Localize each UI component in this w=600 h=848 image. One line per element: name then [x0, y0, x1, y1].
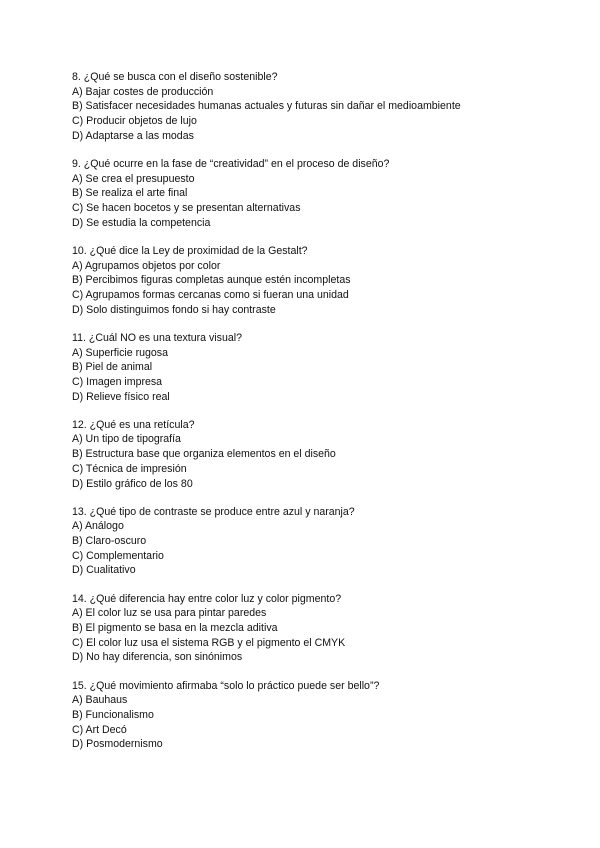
answer-option: C) Complementario	[72, 549, 164, 562]
question-prompt: 11. ¿Cuál NO es una textura visual?	[72, 331, 242, 344]
answer-option: C) Imagen impresa	[72, 375, 163, 388]
answer-option: D) Cualitativo	[72, 564, 136, 577]
answer-option: B) Se realiza el arte final	[72, 187, 188, 200]
answer-option: D) Adaptarse a las modas	[72, 129, 194, 142]
answer-option: C) Producir objetos de lujo	[72, 115, 197, 128]
answer-option: C) Agrupamos formas cercanas como si fueran una unidad	[72, 288, 349, 301]
answer-option: C) Se hacen bocetos y se presentan alternativas	[72, 202, 301, 214]
answer-option: C) Técnica de impresión	[72, 462, 187, 475]
question-prompt: 15. ¿Qué movimiento afirmaba “solo lo práctico puede ser bello”?	[72, 679, 380, 692]
answer-option: B) Claro-oscuro	[72, 535, 147, 548]
answer-option: A) El color luz se usa para pintar paredes	[72, 607, 267, 620]
answer-option: D) Solo distinguimos fondo si hay contraste	[72, 303, 276, 316]
question-12	[72, 418, 572, 491]
answer-option: B) Percibimos figuras completas aunque estén incompletas	[72, 274, 351, 287]
question-8	[72, 70, 572, 143]
answer-option: B) Funcionalismo	[72, 708, 154, 721]
answer-option: B) El pigmento se basa en la mezcla aditiva	[72, 622, 278, 634]
answer-option: D) Posmodernismo	[72, 738, 163, 751]
question-14	[72, 592, 572, 665]
answer-option: B) Estructura base que organiza elementos en el diseño	[72, 448, 336, 461]
question-10	[72, 244, 572, 317]
answer-option: D) Estilo gráfico de los 80	[72, 477, 193, 490]
answer-option: C) El color luz usa el sistema RGB y el pigmento el CMYK	[72, 636, 346, 649]
quiz-page	[72, 70, 572, 766]
answer-option: C) Art Decó	[72, 723, 127, 736]
answer-option: A) Un tipo de tipografía	[72, 433, 181, 446]
answer-option: A) Análogo	[72, 520, 124, 533]
question-9	[72, 157, 572, 230]
question-13	[72, 505, 572, 578]
answer-option: D) No hay diferencia, son sinónimos	[72, 651, 243, 664]
answer-option: D) Se estudia la competencia	[72, 216, 211, 229]
question-prompt: 14. ¿Qué diferencia hay entre color luz y color pigmento?	[72, 592, 342, 605]
question-15	[72, 679, 572, 752]
answer-option: B) Piel de animal	[72, 361, 153, 374]
question-prompt: 12. ¿Qué es una retícula?	[72, 418, 195, 431]
question-prompt: 13. ¿Qué tipo de contraste se produce entre azul y naranja?	[72, 505, 355, 518]
answer-option: B) Satisfacer necesidades humanas actuales y futuras sin dañar el medioambiente	[72, 100, 461, 113]
answer-option: A) Bauhaus	[72, 694, 128, 707]
question-prompt: 8. ¿Qué se busca con el diseño sostenible?	[72, 71, 278, 83]
answer-option: D) Relieve físico real	[72, 390, 170, 403]
question-prompt: 10. ¿Qué dice la Ley de proximidad de la Gestalt?	[72, 244, 308, 257]
answer-option: A) Se crea el presupuesto	[72, 172, 195, 185]
answer-option: A) Agrupamos objetos por color	[72, 259, 221, 272]
question-11	[72, 331, 572, 404]
answer-option: A) Bajar costes de producción	[72, 85, 214, 98]
answer-option: A) Superficie rugosa	[72, 346, 168, 359]
question-prompt: 9. ¿Qué ocurre en la fase de “creatividad” en el proceso de diseño?	[72, 157, 390, 170]
